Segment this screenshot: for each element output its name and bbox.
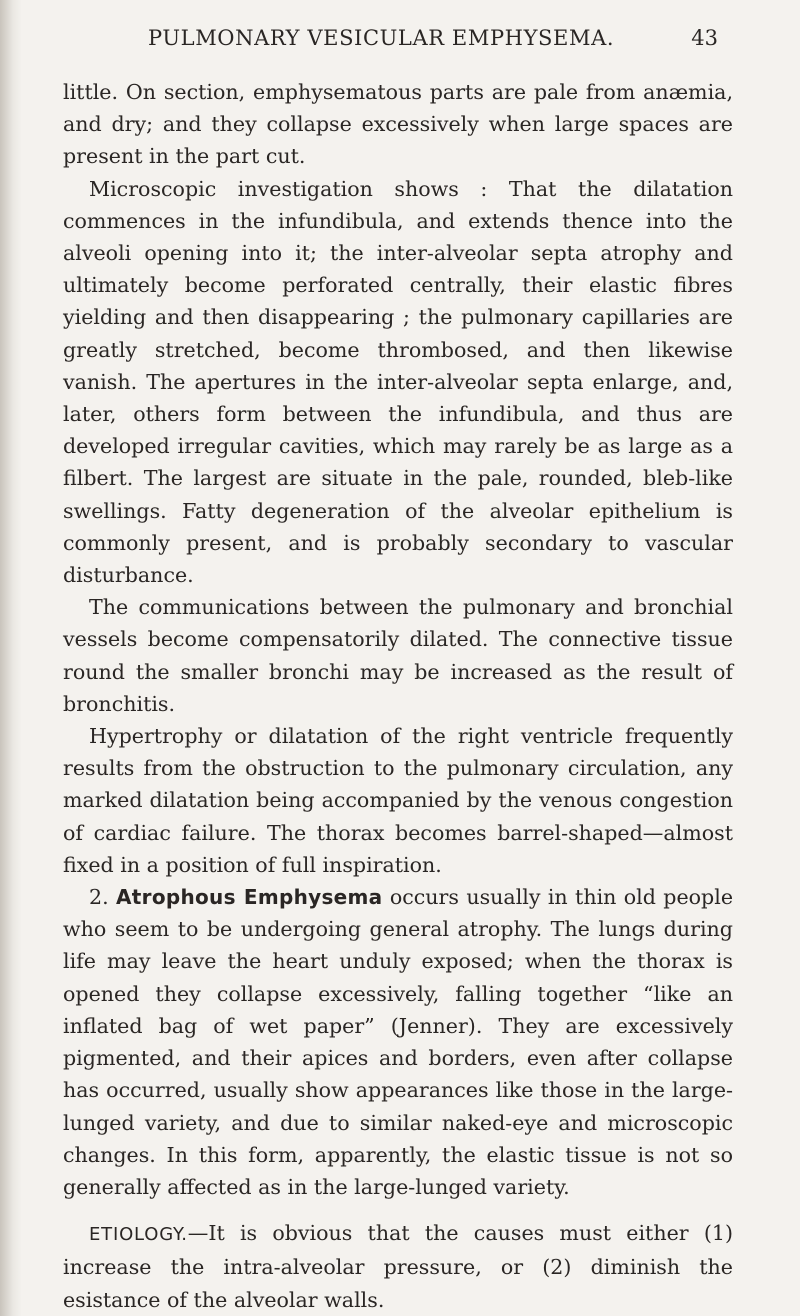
section-heading-etiology: ETIOLOGY. [89, 1224, 188, 1246]
binding-shadow [0, 0, 22, 1316]
atrophous-emphysema-text: occurs usually in thin old people who seem to be undergoing general atrophy. The lungs during life may leave the heart unduly exposed; when the thorax is opened they collapse excessively, falling together “like an inflated bag of wet paper” (Jenner). They are excessively pigmented, and their apices and borders, even after collapse has occurred, usually show appearances like those in the large-lunged variety, and due to similar naked-eye and microscopic changes. In this form, apparently, the elastic tissue is not so generally affected as in the large-lunged variety. [63, 885, 734, 1199]
running-head: PULMONARY VESICULAR EMPHYSEMA. [148, 26, 615, 50]
paragraph-atrophous-emphysema [63, 881, 733, 1203]
section-heading-atrophous-emphysema: Atrophous Emphysema [116, 885, 383, 910]
etiology-text: —It is obvious that the causes must either (1) increase the intra-alveolar pressure, or (2) diminish the esistance of the alveolar walls. [63, 1221, 733, 1312]
section-number: 2. [89, 885, 109, 910]
body-text [63, 76, 733, 1316]
paragraph-hypertrophy: Hypertrophy or dilatation of the right ventricle frequently results from the obstruction to the pulmonary circulation, any marked dilatation being accompanied by the venous congestion of cardiac failure. The thorax becomes barrel-shaped—almost fixed in a position of full inspiration. [63, 724, 733, 877]
page-header [148, 26, 718, 56]
paragraph-microscopic-investigation: Microscopic investigation shows : That the dilatation commences in the infundibula, and extends thence into the alveoli opening into it; the inter-alveolar septa atrophy and ultimately become perforated centrally, their elastic fibres yielding and then disappearing ; the pulmonary capillaries are greatly stretched, become thrombosed, and then likewise vanish. The apertures in the inter-alveolar septa enlarge, and, later, others form between the infundibula, and thus are developed irregular cavities, which may rarely be as large as a filbert. The largest are situate in the pale, rounded, bleb-like swellings. Fatty degeneration of the alveolar epithelium is commonly present, and is probably secondary to vascular disturbance. [63, 176, 733, 588]
paragraph-continuation: little. On section, emphysematous parts are pale from anæmia, and dry; and they collapse excessively when large spaces are present in the part cut. [63, 80, 733, 169]
page-number: 43 [691, 26, 718, 50]
paragraph-communications: The communications between the pulmonary and bronchial vessels become compensatorily dilated. The connective tissue round the smaller bronchi may be increased as the result of bronchitis. [63, 595, 733, 716]
paragraph-etiology [63, 1217, 733, 1316]
